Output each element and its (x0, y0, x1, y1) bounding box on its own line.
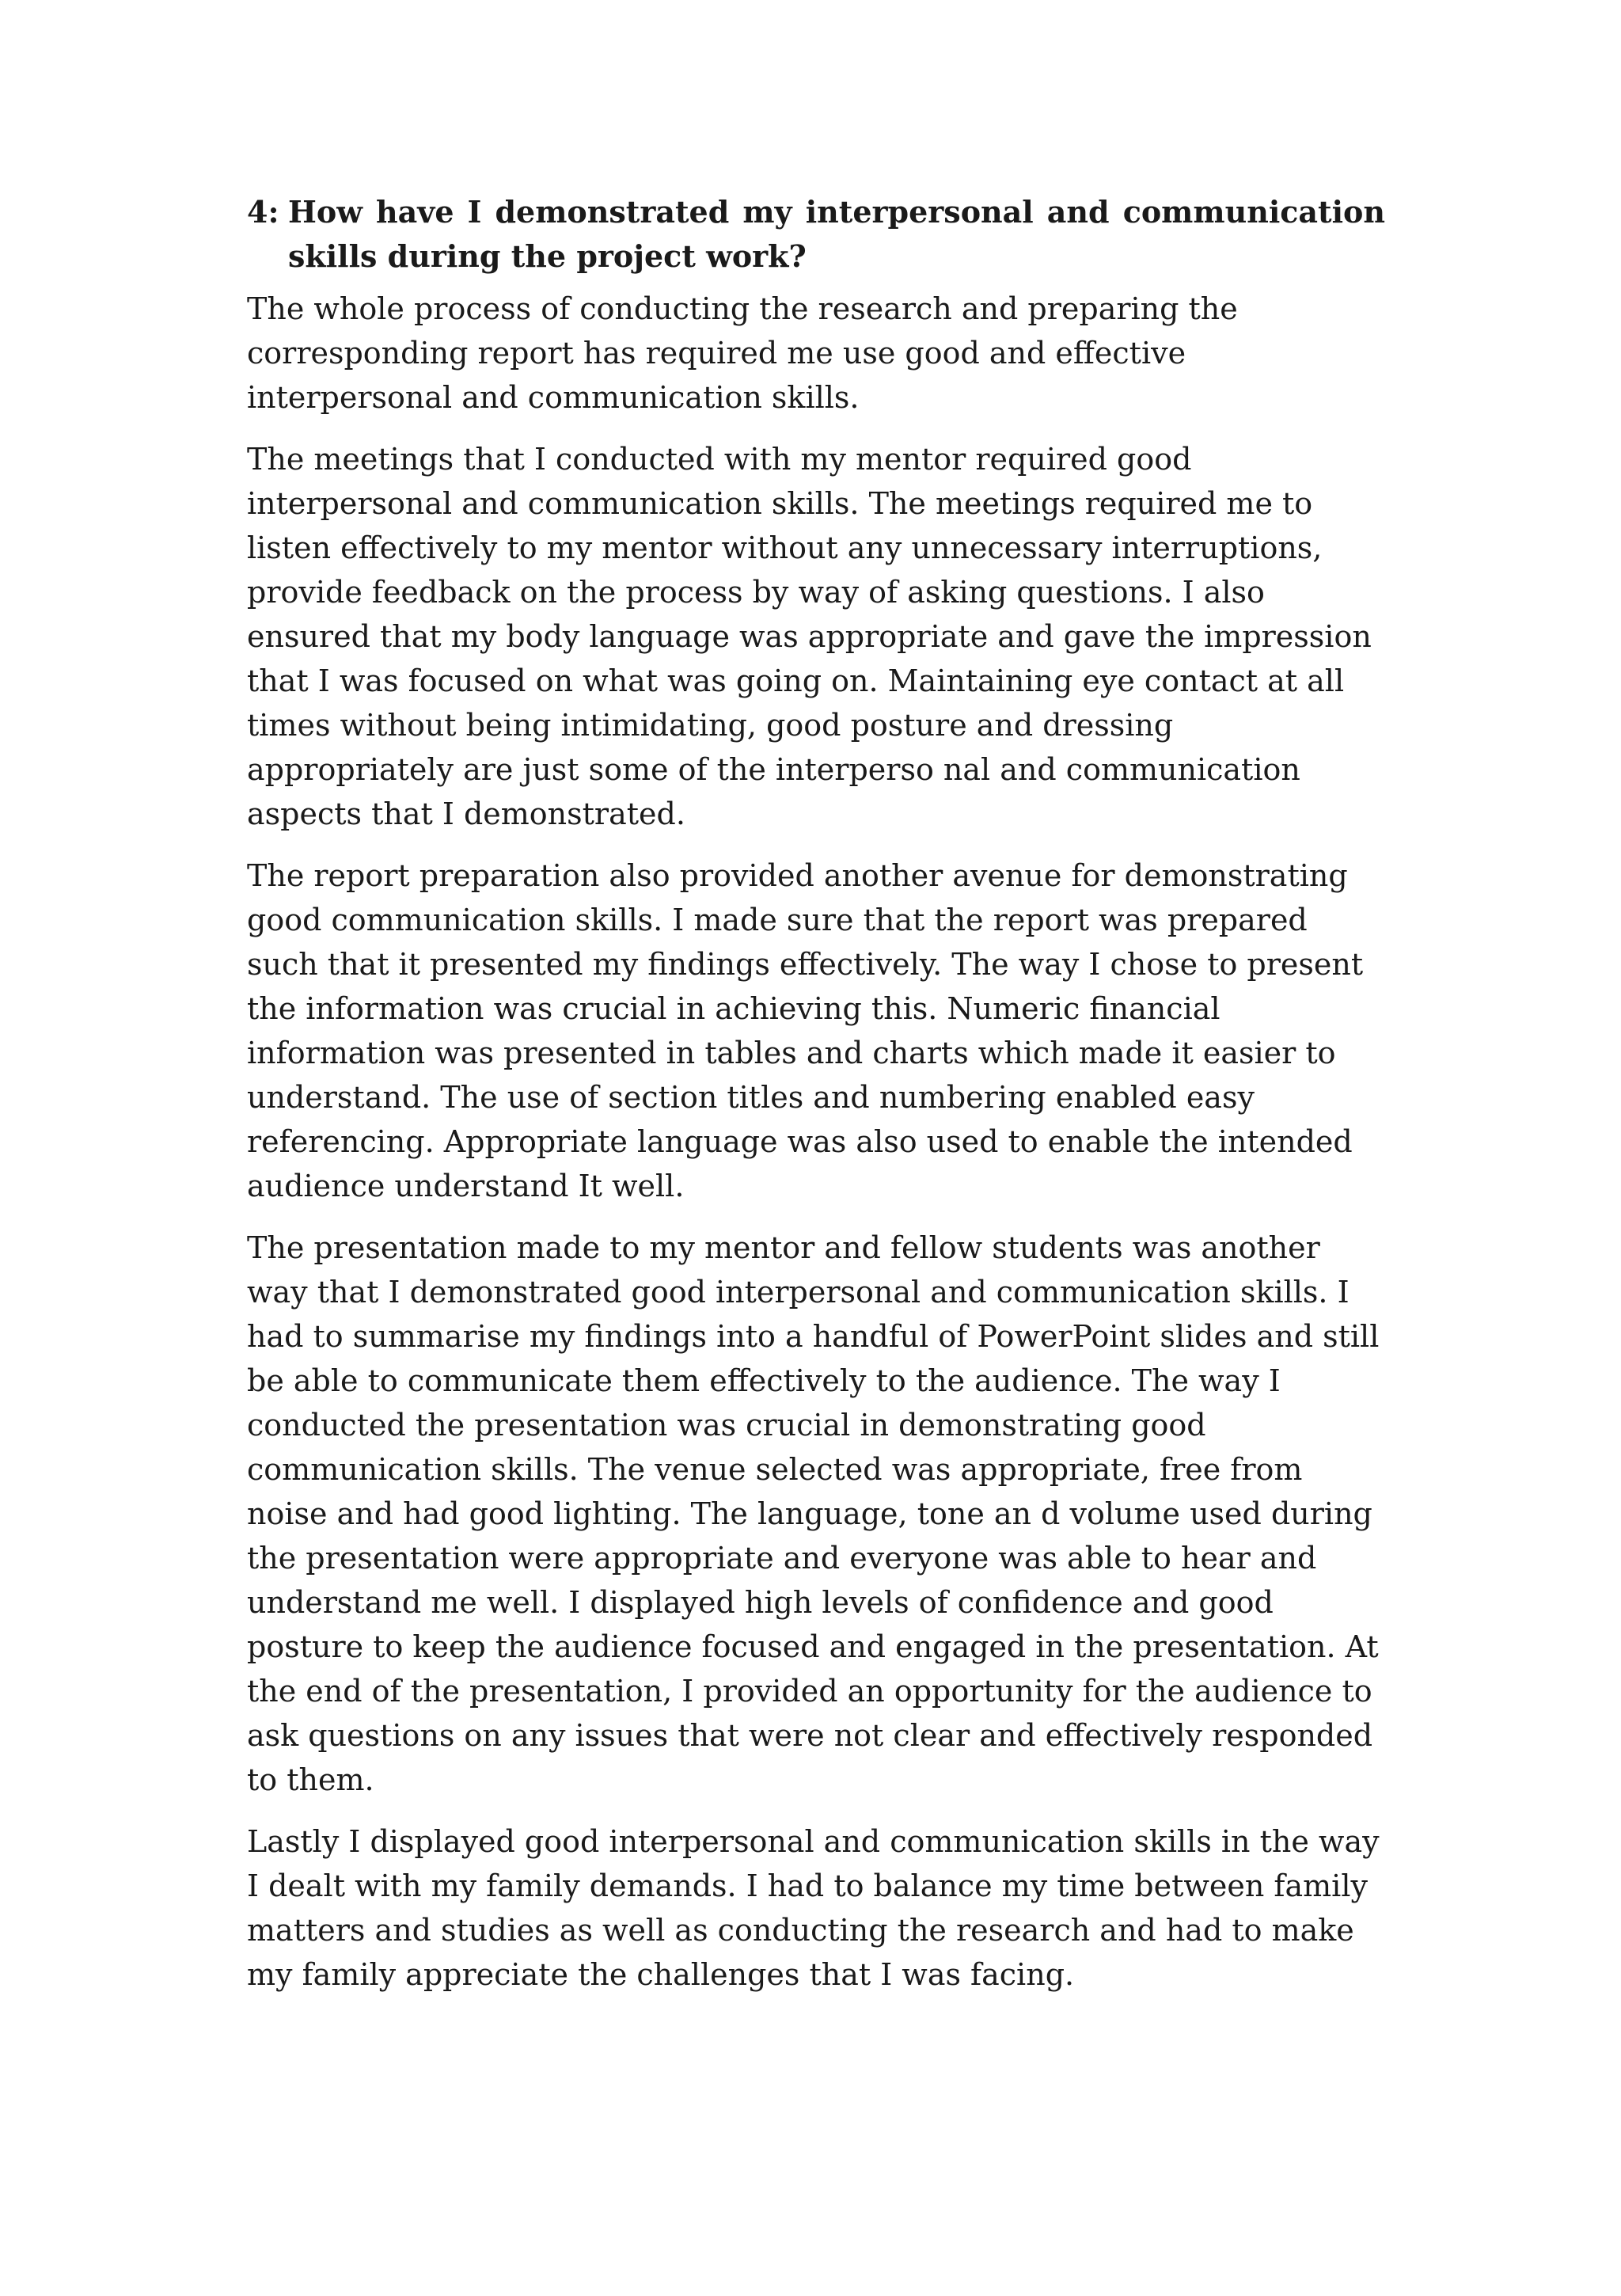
section-title: How have I demonstrated my interpersonal and communication skills during the project work? (288, 194, 1385, 274)
section-heading (247, 190, 1385, 279)
paragraph-family: Lastly I displayed good interpersonal and communication skills in the way I dealt with my family demands. I had to balance my time between family matters and studies as well as conducting the research and had to make my family appreciate the challenges that I was facing. (247, 1824, 1380, 1992)
section-number: 4: (247, 194, 279, 230)
paragraph-meetings: The meetings that I conducted with my mentor required good interpersonal and communication skills. The meetings required me to listen effectively to my mentor without any unnecessary interruptions, provide feedback on the process by way of asking questions. I also ensured that my body language was appropriate and gave the impression that I was focused on what was going on. Maintaining eye contact at all times without being intimidating, good posture and dressing appropriately are just some of the interperso nal and communication aspects that I demonstrated. (247, 442, 1372, 831)
paragraph-intro: The whole process of conducting the research and preparing the corresponding report has required me use good and effective interpersonal and communication skills. (247, 291, 1238, 415)
document-page (247, 190, 1385, 2014)
paragraph-report: The report preparation also provided another avenue for demonstrating good communication skills. I made sure that the report was prepared such that it presented my findings effectively. The way I chose to present the information was crucial in achieving this. Numeric financial information was presented in tables and charts which made it easier to understand. The use of section titles and numbering enabled easy referencing. Appropriate language was also used to enable the intended audience understand It well. (247, 858, 1364, 1203)
paragraph-presentation: The presentation made to my mentor and fellow students was another way that I demonstrated good interpersonal and communication skills. I had to summarise my findings into a handful of PowerPoint slides and still be able to communicate them effectively to the audience. The way I conducted the presentation was crucial in demonstrating good communication skills. The venue selected was appropriate, free from noise and had good lighting. The language, tone an d volume used during the presentation were appropriate and everyone was able to hear and understand me well. I displayed high levels of confidence and good posture to keep the audience focused and engaged in the presentation. At the end of the presentation, I provided an opportunity for the audience to ask questions on any issues that were not clear and effectively responded to them. (247, 1230, 1380, 1797)
